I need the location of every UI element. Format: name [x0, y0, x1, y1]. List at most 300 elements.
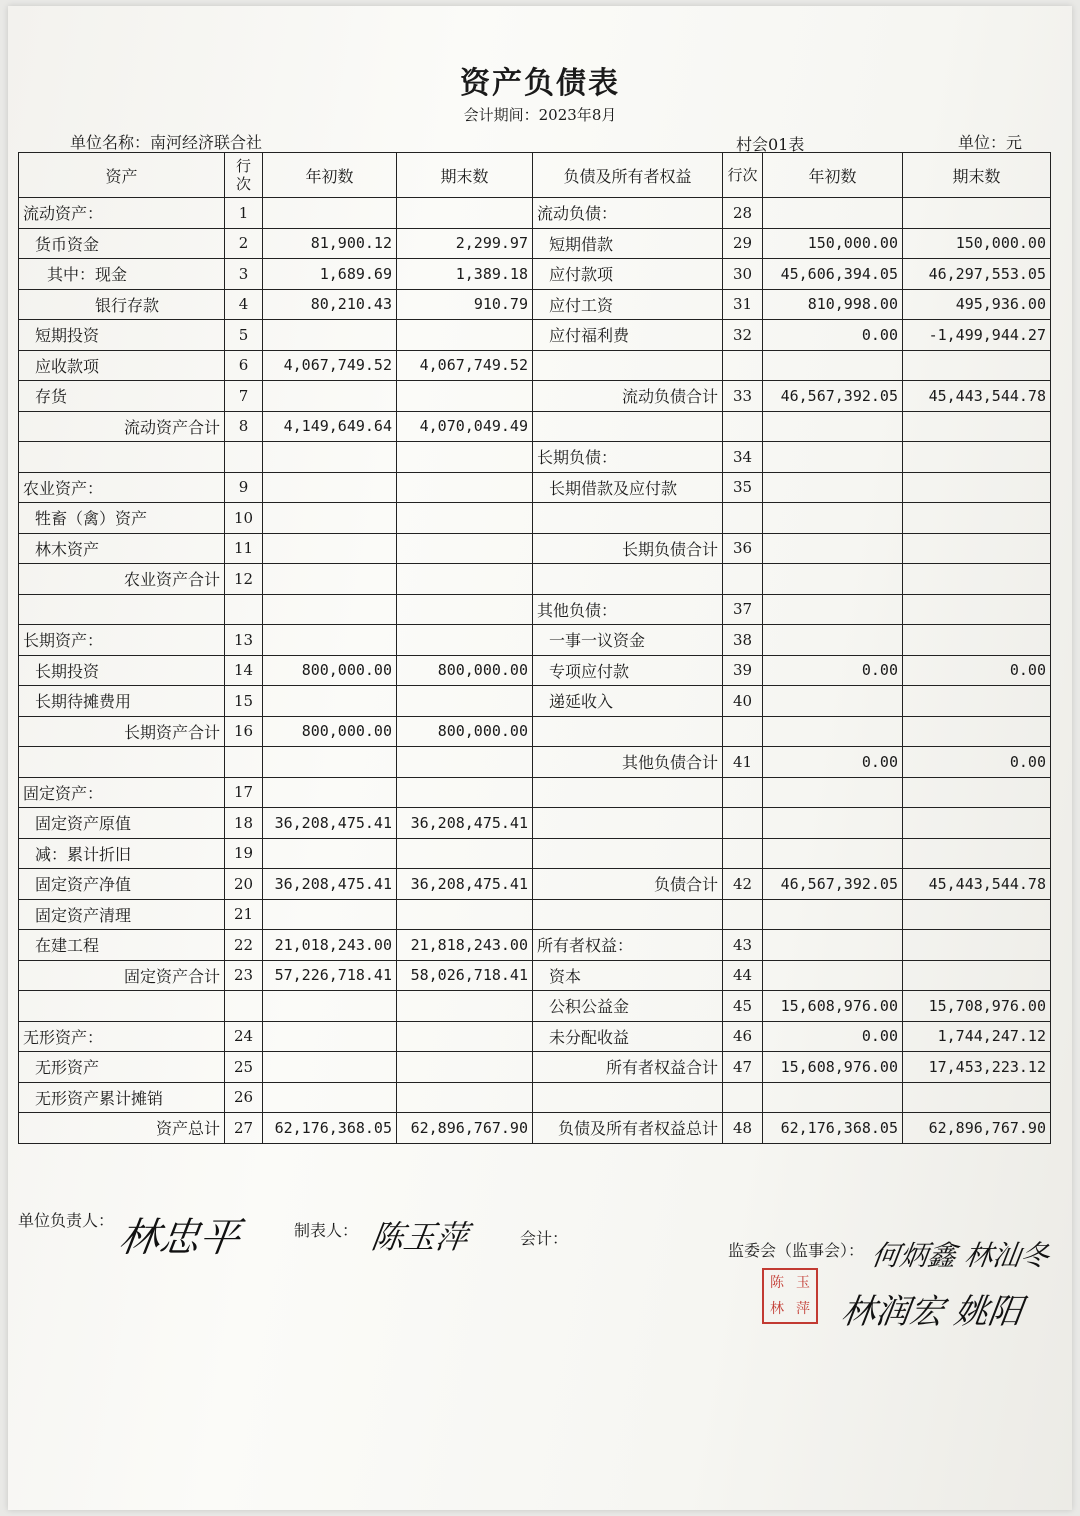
asset-line-cell: 4: [225, 289, 263, 320]
asset-end-cell: [397, 442, 533, 473]
liability-begin-cell: [763, 686, 903, 717]
asset-line-cell: [225, 991, 263, 1022]
report-title: 资产负债表: [460, 66, 620, 101]
asset-end-cell: 800,000.00: [397, 655, 533, 686]
liability-label-cell: 长期借款及应付款: [533, 472, 723, 503]
signature-maker: 陈玉萍: [369, 1218, 471, 1256]
liability-line-cell: 33: [723, 381, 763, 412]
asset-label-cell: 银行存款: [19, 289, 225, 320]
liability-label-cell: [533, 503, 723, 534]
liability-label-cell: [533, 716, 723, 747]
table-row: [19, 594, 1051, 625]
asset-begin-cell: [263, 533, 397, 564]
liability-end-cell: 0.00: [903, 747, 1051, 778]
asset-end-cell: [397, 472, 533, 503]
asset-label-cell: 固定资产合计: [19, 960, 225, 991]
liability-label-cell: [533, 564, 723, 595]
liability-label-cell: 流动负债：: [533, 198, 723, 229]
asset-line-cell: [225, 594, 263, 625]
table-row: [19, 930, 1051, 961]
table-body: [19, 198, 1051, 1144]
asset-begin-cell: [263, 1021, 397, 1052]
table-row: [19, 320, 1051, 351]
asset-label-cell: 在建工程: [19, 930, 225, 961]
table-row: [19, 1021, 1051, 1052]
liability-begin-cell: [763, 350, 903, 381]
liability-label-cell: [533, 899, 723, 930]
asset-label-cell: 牲畜（禽）资产: [19, 503, 225, 534]
liability-line-cell: 32: [723, 320, 763, 351]
liability-label-cell: 长期负债合计: [533, 533, 723, 564]
liability-label-cell: 所有者权益：: [533, 930, 723, 961]
liability-begin-cell: [763, 472, 903, 503]
asset-end-cell: 36,208,475.41: [397, 869, 533, 900]
liability-label-cell: 其他负债：: [533, 594, 723, 625]
table-row: [19, 472, 1051, 503]
asset-end-cell: [397, 1082, 533, 1113]
asset-begin-cell: [263, 991, 397, 1022]
liability-end-cell: [903, 350, 1051, 381]
asset-label-cell: 固定资产原值: [19, 808, 225, 839]
asset-label-cell: 长期资产：: [19, 625, 225, 656]
table-row: [19, 1113, 1051, 1144]
liability-end-cell: 495,936.00: [903, 289, 1051, 320]
asset-begin-cell: [263, 625, 397, 656]
asset-label-cell: [19, 747, 225, 778]
asset-end-cell: [397, 533, 533, 564]
liability-begin-cell: 0.00: [763, 1021, 903, 1052]
asset-line-cell: 1: [225, 198, 263, 229]
asset-line-cell: 27: [225, 1113, 263, 1144]
liability-line-cell: [723, 716, 763, 747]
liability-label-cell: 一事一议资金: [533, 625, 723, 656]
liability-end-cell: 1,744,247.12: [903, 1021, 1051, 1052]
table-row: [19, 1052, 1051, 1083]
asset-end-cell: 800,000.00: [397, 716, 533, 747]
liability-end-cell: 62,896,767.90: [903, 1113, 1051, 1144]
liability-begin-cell: [763, 1082, 903, 1113]
liability-label-cell: 长期负债：: [533, 442, 723, 473]
asset-end-cell: 1,389.18: [397, 259, 533, 290]
liability-line-cell: 29: [723, 228, 763, 259]
asset-end-cell: 4,067,749.52: [397, 350, 533, 381]
signature-head: 林忠平: [116, 1215, 243, 1261]
asset-line-cell: 12: [225, 564, 263, 595]
liability-end-cell: [903, 472, 1051, 503]
liability-label-cell: [533, 411, 723, 442]
liability-end-cell: 46,297,553.05: [903, 259, 1051, 290]
asset-end-cell: [397, 198, 533, 229]
asset-line-cell: 13: [225, 625, 263, 656]
asset-begin-cell: [263, 381, 397, 412]
asset-begin-cell: 62,176,368.05: [263, 1113, 397, 1144]
liability-line-cell: 45: [723, 991, 763, 1022]
liability-line-cell: 47: [723, 1052, 763, 1083]
liability-line-cell: 43: [723, 930, 763, 961]
header-line-2: 行次: [723, 153, 763, 198]
asset-line-cell: 3: [225, 259, 263, 290]
table-row: [19, 899, 1051, 930]
header-end: 期末数: [397, 153, 533, 198]
liability-label-cell: 负债及所有者权益总计: [533, 1113, 723, 1144]
liability-line-cell: 42: [723, 869, 763, 900]
asset-line-cell: 8: [225, 411, 263, 442]
liability-begin-cell: [763, 594, 903, 625]
asset-line-cell: 21: [225, 899, 263, 930]
liability-label-cell: 负债合计: [533, 869, 723, 900]
currency-unit: 单位：元: [958, 133, 1023, 152]
liability-label-cell: 公积公益金: [533, 991, 723, 1022]
asset-line-cell: 18: [225, 808, 263, 839]
asset-begin-cell: 81,900.12: [263, 228, 397, 259]
liability-label-cell: 应付款项: [533, 259, 723, 290]
liability-line-cell: 44: [723, 960, 763, 991]
asset-label-cell: [19, 594, 225, 625]
footer-head-label: 单位负责人：: [18, 1211, 115, 1230]
asset-begin-cell: [263, 1052, 397, 1083]
table-row: [19, 381, 1051, 412]
liability-line-cell: 38: [723, 625, 763, 656]
asset-label-cell: 无形资产: [19, 1052, 225, 1083]
liability-line-cell: 36: [723, 533, 763, 564]
asset-begin-cell: [263, 564, 397, 595]
liability-line-cell: [723, 838, 763, 869]
table-row: [19, 564, 1051, 595]
asset-begin-cell: 57,226,718.41: [263, 960, 397, 991]
liability-line-cell: [723, 808, 763, 839]
liability-begin-cell: 0.00: [763, 747, 903, 778]
signature-bottom: 林润宏 姚阳: [838, 1292, 1026, 1332]
liability-line-cell: 41: [723, 747, 763, 778]
asset-label-cell: 应收款项: [19, 350, 225, 381]
liability-begin-cell: [763, 930, 903, 961]
table-row: [19, 259, 1051, 290]
asset-label-cell: 农业资产合计: [19, 564, 225, 595]
asset-line-cell: 5: [225, 320, 263, 351]
asset-label-cell: 货币资金: [19, 228, 225, 259]
asset-end-cell: 62,896,767.90: [397, 1113, 533, 1144]
table-row: [19, 533, 1051, 564]
table-row: [19, 1082, 1051, 1113]
liability-begin-cell: 62,176,368.05: [763, 1113, 903, 1144]
asset-label-cell: 减：累计折旧: [19, 838, 225, 869]
asset-line-cell: 20: [225, 869, 263, 900]
header-end-2: 期末数: [903, 153, 1051, 198]
liability-begin-cell: [763, 777, 903, 808]
liability-end-cell: [903, 1082, 1051, 1113]
liability-begin-cell: [763, 625, 903, 656]
liability-label-cell: 资本: [533, 960, 723, 991]
table-row: [19, 228, 1051, 259]
liability-line-cell: [723, 777, 763, 808]
asset-begin-cell: 800,000.00: [263, 655, 397, 686]
asset-label-cell: 农业资产：: [19, 472, 225, 503]
table-row: [19, 350, 1051, 381]
asset-begin-cell: [263, 472, 397, 503]
liability-label-cell: 专项应付款: [533, 655, 723, 686]
asset-label-cell: 短期投资: [19, 320, 225, 351]
liability-label-cell: [533, 777, 723, 808]
asset-end-cell: 21,818,243.00: [397, 930, 533, 961]
header-asset: 资产: [19, 153, 225, 198]
asset-line-cell: [225, 442, 263, 473]
asset-line-cell: 25: [225, 1052, 263, 1083]
liability-end-cell: [903, 594, 1051, 625]
table-row: [19, 838, 1051, 869]
balance-sheet-table: [18, 152, 1051, 1144]
asset-line-cell: 23: [225, 960, 263, 991]
asset-begin-cell: [263, 899, 397, 930]
asset-line-cell: 14: [225, 655, 263, 686]
liability-line-cell: [723, 503, 763, 534]
asset-label-cell: 流动资产：: [19, 198, 225, 229]
asset-label-cell: 其中：现金: [19, 259, 225, 290]
table-row: [19, 716, 1051, 747]
asset-begin-cell: [263, 1082, 397, 1113]
liability-line-cell: [723, 899, 763, 930]
asset-label-cell: 固定资产：: [19, 777, 225, 808]
table-row: [19, 411, 1051, 442]
asset-end-cell: [397, 503, 533, 534]
asset-begin-cell: [263, 777, 397, 808]
liability-begin-cell: [763, 960, 903, 991]
liability-line-cell: [723, 411, 763, 442]
asset-end-cell: 2,299.97: [397, 228, 533, 259]
liability-begin-cell: [763, 899, 903, 930]
liability-begin-cell: 15,608,976.00: [763, 1052, 903, 1083]
asset-begin-cell: 1,689.69: [263, 259, 397, 290]
asset-begin-cell: 80,210.43: [263, 289, 397, 320]
liability-begin-cell: [763, 198, 903, 229]
asset-end-cell: 58,026,718.41: [397, 960, 533, 991]
liability-begin-cell: 0.00: [763, 320, 903, 351]
table-row: [19, 442, 1051, 473]
liability-begin-cell: 46,567,392.05: [763, 869, 903, 900]
liability-line-cell: 30: [723, 259, 763, 290]
asset-begin-cell: [263, 320, 397, 351]
asset-line-cell: 24: [225, 1021, 263, 1052]
liability-end-cell: [903, 625, 1051, 656]
liability-begin-cell: [763, 716, 903, 747]
asset-label-cell: [19, 442, 225, 473]
asset-line-cell: 15: [225, 686, 263, 717]
asset-line-cell: 11: [225, 533, 263, 564]
liability-label-cell: 应付福利费: [533, 320, 723, 351]
liability-label-cell: 递延收入: [533, 686, 723, 717]
liability-end-cell: 17,453,223.12: [903, 1052, 1051, 1083]
table-row: [19, 808, 1051, 839]
asset-begin-cell: [263, 594, 397, 625]
liability-label-cell: 未分配收益: [533, 1021, 723, 1052]
liability-line-cell: [723, 564, 763, 595]
liability-line-cell: 37: [723, 594, 763, 625]
liability-label-cell: [533, 1082, 723, 1113]
header-begin-2: 年初数: [763, 153, 903, 198]
asset-begin-cell: 4,067,749.52: [263, 350, 397, 381]
asset-end-cell: [397, 991, 533, 1022]
asset-line-cell: 2: [225, 228, 263, 259]
asset-end-cell: [397, 1052, 533, 1083]
footer-maker-label: 制表人：: [294, 1221, 359, 1240]
asset-label-cell: 固定资产净值: [19, 869, 225, 900]
liability-end-cell: [903, 564, 1051, 595]
table-row: [19, 198, 1051, 229]
asset-begin-cell: 36,208,475.41: [263, 808, 397, 839]
asset-end-cell: [397, 1021, 533, 1052]
liability-end-cell: [903, 716, 1051, 747]
asset-label-cell: 流动资产合计: [19, 411, 225, 442]
asset-begin-cell: 21,018,243.00: [263, 930, 397, 961]
asset-begin-cell: [263, 503, 397, 534]
asset-end-cell: 910.79: [397, 289, 533, 320]
liability-label-cell: [533, 838, 723, 869]
liability-line-cell: [723, 350, 763, 381]
asset-label-cell: [19, 991, 225, 1022]
table-row: [19, 747, 1051, 778]
asset-end-cell: 36,208,475.41: [397, 808, 533, 839]
liability-line-cell: 28: [723, 198, 763, 229]
asset-label-cell: 无形资产：: [19, 1021, 225, 1052]
asset-end-cell: 4,070,049.49: [397, 411, 533, 442]
header-liabilities: 负债及所有者权益: [533, 153, 723, 198]
liability-line-cell: [723, 1082, 763, 1113]
asset-begin-cell: 800,000.00: [263, 716, 397, 747]
asset-end-cell: [397, 747, 533, 778]
liability-begin-cell: 810,998.00: [763, 289, 903, 320]
table-header-row: [19, 153, 1051, 198]
table-row: [19, 625, 1051, 656]
table-row: [19, 960, 1051, 991]
liability-end-cell: [903, 198, 1051, 229]
liability-end-cell: 0.00: [903, 655, 1051, 686]
header-line: 行次: [225, 153, 263, 198]
liability-label-cell: 应付工资: [533, 289, 723, 320]
liability-line-cell: 48: [723, 1113, 763, 1144]
signature-supervisor: 何炳鑫 林汕冬: [869, 1239, 1052, 1272]
asset-label-cell: 林木资产: [19, 533, 225, 564]
liability-end-cell: 45,443,544.78: [903, 869, 1051, 900]
asset-label-cell: 固定资产清理: [19, 899, 225, 930]
asset-begin-cell: [263, 198, 397, 229]
table-row: [19, 289, 1051, 320]
liability-end-cell: [903, 960, 1051, 991]
accounting-period: 会计期间：2023年8月: [463, 106, 617, 124]
liability-end-cell: [903, 899, 1051, 930]
asset-end-cell: [397, 564, 533, 595]
asset-label-cell: 存货: [19, 381, 225, 412]
asset-line-cell: 19: [225, 838, 263, 869]
liability-line-cell: 34: [723, 442, 763, 473]
asset-line-cell: 22: [225, 930, 263, 961]
table-row: [19, 655, 1051, 686]
asset-begin-cell: [263, 747, 397, 778]
liability-end-cell: [903, 503, 1051, 534]
liability-label-cell: 流动负债合计: [533, 381, 723, 412]
asset-label-cell: 长期投资: [19, 655, 225, 686]
liability-end-cell: 45,443,544.78: [903, 381, 1051, 412]
liability-end-cell: [903, 442, 1051, 473]
liability-begin-cell: 45,606,394.05: [763, 259, 903, 290]
liability-begin-cell: 150,000.00: [763, 228, 903, 259]
asset-line-cell: 26: [225, 1082, 263, 1113]
table-row: [19, 503, 1051, 534]
liability-label-cell: 短期借款: [533, 228, 723, 259]
liability-end-cell: [903, 930, 1051, 961]
unit-name: 单位名称：南河经济联合社: [70, 133, 263, 152]
asset-end-cell: [397, 594, 533, 625]
asset-line-cell: 16: [225, 716, 263, 747]
liability-begin-cell: [763, 808, 903, 839]
liability-label-cell: 其他负债合计: [533, 747, 723, 778]
asset-begin-cell: [263, 442, 397, 473]
asset-end-cell: [397, 777, 533, 808]
footer-supervisor-label: 监委会（监事会）：: [728, 1241, 865, 1260]
asset-label-cell: 长期资产合计: [19, 716, 225, 747]
liability-label-cell: [533, 350, 723, 381]
liability-begin-cell: [763, 503, 903, 534]
asset-line-cell: 7: [225, 381, 263, 412]
liability-begin-cell: [763, 411, 903, 442]
asset-line-cell: 17: [225, 777, 263, 808]
liability-label-cell: [533, 808, 723, 839]
asset-end-cell: [397, 686, 533, 717]
form-number: 村会01表: [736, 135, 805, 154]
liability-end-cell: [903, 777, 1051, 808]
liability-begin-cell: 0.00: [763, 655, 903, 686]
liability-begin-cell: [763, 838, 903, 869]
liability-end-cell: [903, 808, 1051, 839]
liability-begin-cell: 46,567,392.05: [763, 381, 903, 412]
liability-line-cell: 35: [723, 472, 763, 503]
table-row: [19, 869, 1051, 900]
asset-label-cell: 资产总计: [19, 1113, 225, 1144]
liability-begin-cell: [763, 442, 903, 473]
asset-label-cell: 长期待摊费用: [19, 686, 225, 717]
asset-line-cell: [225, 747, 263, 778]
asset-label-cell: 无形资产累计摊销: [19, 1082, 225, 1113]
liability-label-cell: 所有者权益合计: [533, 1052, 723, 1083]
liability-end-cell: [903, 533, 1051, 564]
asset-begin-cell: [263, 686, 397, 717]
liability-begin-cell: [763, 564, 903, 595]
table-row: [19, 991, 1051, 1022]
red-seal-stamp: 陈 玉 林 萍: [762, 1268, 818, 1324]
asset-end-cell: [397, 320, 533, 351]
table-row: [19, 777, 1051, 808]
liability-end-cell: 15,708,976.00: [903, 991, 1051, 1022]
asset-end-cell: [397, 381, 533, 412]
footer-accountant-label: 会计：: [520, 1229, 569, 1248]
asset-end-cell: [397, 838, 533, 869]
table-row: [19, 686, 1051, 717]
liability-begin-cell: [763, 533, 903, 564]
liability-line-cell: 39: [723, 655, 763, 686]
asset-line-cell: 9: [225, 472, 263, 503]
liability-begin-cell: 15,608,976.00: [763, 991, 903, 1022]
liability-end-cell: [903, 411, 1051, 442]
liability-line-cell: 31: [723, 289, 763, 320]
liability-end-cell: [903, 686, 1051, 717]
asset-begin-cell: 4,149,649.64: [263, 411, 397, 442]
header-begin: 年初数: [263, 153, 397, 198]
asset-end-cell: [397, 899, 533, 930]
asset-line-cell: 10: [225, 503, 263, 534]
liability-end-cell: -1,499,944.27: [903, 320, 1051, 351]
liability-line-cell: 46: [723, 1021, 763, 1052]
liability-end-cell: [903, 838, 1051, 869]
asset-line-cell: 6: [225, 350, 263, 381]
liability-end-cell: 150,000.00: [903, 228, 1051, 259]
